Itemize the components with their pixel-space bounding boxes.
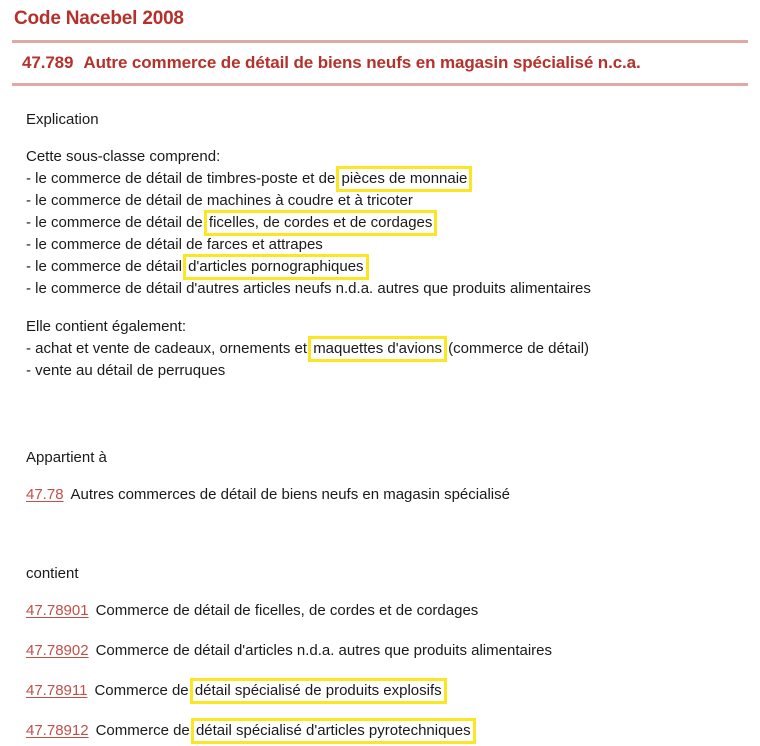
spacer bbox=[26, 662, 760, 680]
highlight-box: pièces de monnaie bbox=[341, 170, 468, 187]
spacer bbox=[26, 468, 760, 484]
contient-row-label: Commerce de détail d'articles n.d.a. autres que produits alimentaires bbox=[95, 642, 553, 659]
list-item-text-pre: - le commerce de détail de bbox=[26, 214, 207, 231]
code-link[interactable]: 47.78902 bbox=[26, 642, 89, 659]
spacer bbox=[26, 506, 760, 564]
contient-row bbox=[26, 680, 760, 702]
code-header-title: Autre commerce de détail de biens neufs en magasin spécialisé n.c.a. bbox=[83, 53, 641, 72]
list-item bbox=[26, 278, 760, 300]
spacer bbox=[26, 130, 760, 146]
contient-row bbox=[26, 720, 760, 742]
contient-row bbox=[26, 600, 760, 622]
list-item bbox=[26, 256, 760, 278]
code-link[interactable]: 47.78911 bbox=[26, 682, 88, 699]
spacer bbox=[26, 702, 760, 720]
list-item bbox=[26, 234, 760, 256]
explication-list-1 bbox=[26, 168, 760, 300]
explication-intro-2: Elle contient également: bbox=[26, 318, 187, 335]
highlight-box: ficelles, de cordes et de cordages bbox=[208, 214, 433, 231]
spacer bbox=[26, 622, 760, 640]
explication-heading: Explication bbox=[26, 111, 99, 128]
list-item-text-pre: - le commerce de détail de timbres-poste et de bbox=[26, 170, 340, 187]
explication-intro-1: Cette sous-classe comprend: bbox=[26, 148, 221, 165]
highlight-box: détail spécialisé d'articles pyrotechniques bbox=[195, 722, 471, 739]
spacer bbox=[26, 300, 760, 316]
code-link[interactable]: 47.78 bbox=[26, 486, 64, 503]
spacer bbox=[26, 382, 760, 448]
contient-row bbox=[26, 640, 760, 662]
code-link[interactable]: 47.78912 bbox=[26, 722, 89, 739]
code-link[interactable]: 47.78901 bbox=[26, 602, 89, 619]
contient-row-label-pre: Commerce de bbox=[95, 722, 194, 739]
code-header-number: 47.789 bbox=[22, 53, 74, 72]
list-item-text-pre: - le commerce de détail de machines à coudre et à tricoter bbox=[26, 192, 413, 209]
list-item-text-post: (commerce de détail) bbox=[443, 340, 590, 357]
list-item-text-pre: - vente au détail de perruques bbox=[26, 362, 226, 379]
explication-list-2 bbox=[26, 338, 760, 382]
contient-row-label: Commerce de détail de ficelles, de cordes et de cordages bbox=[95, 602, 479, 619]
list-item bbox=[26, 212, 760, 234]
list-item bbox=[26, 338, 760, 360]
code-header bbox=[0, 43, 760, 83]
appartient-row-label: Autres commerces de détail de biens neufs en magasin spécialisé bbox=[70, 486, 510, 503]
list-item-text-pre: - le commerce de détail de farces et attrapes bbox=[26, 236, 323, 253]
contient-row-label-pre: Commerce de bbox=[94, 682, 193, 699]
list-item-text-pre: - le commerce de détail bbox=[26, 258, 187, 275]
list-item-text-pre: - le commerce de détail d'autres articles neufs n.d.a. autres que produits alimentaires bbox=[26, 280, 591, 297]
highlight-box: maquettes d'avions bbox=[313, 340, 442, 357]
list-item bbox=[26, 168, 760, 190]
highlight-box: d'articles pornographiques bbox=[188, 258, 364, 275]
spacer bbox=[26, 584, 760, 600]
site-title: Code Nacebel 2008 bbox=[14, 8, 184, 29]
highlight-box: détail spécialisé de produits explosifs bbox=[194, 682, 442, 699]
contient-heading: contient bbox=[26, 565, 79, 582]
list-item-text-pre: - achat et vente de cadeaux, ornements et bbox=[26, 340, 312, 357]
list-item bbox=[26, 190, 760, 212]
document-content bbox=[0, 86, 760, 742]
list-item bbox=[26, 360, 760, 382]
appartient-row bbox=[26, 484, 760, 506]
spacer bbox=[26, 86, 760, 110]
appartient-heading: Appartient à bbox=[26, 449, 107, 466]
